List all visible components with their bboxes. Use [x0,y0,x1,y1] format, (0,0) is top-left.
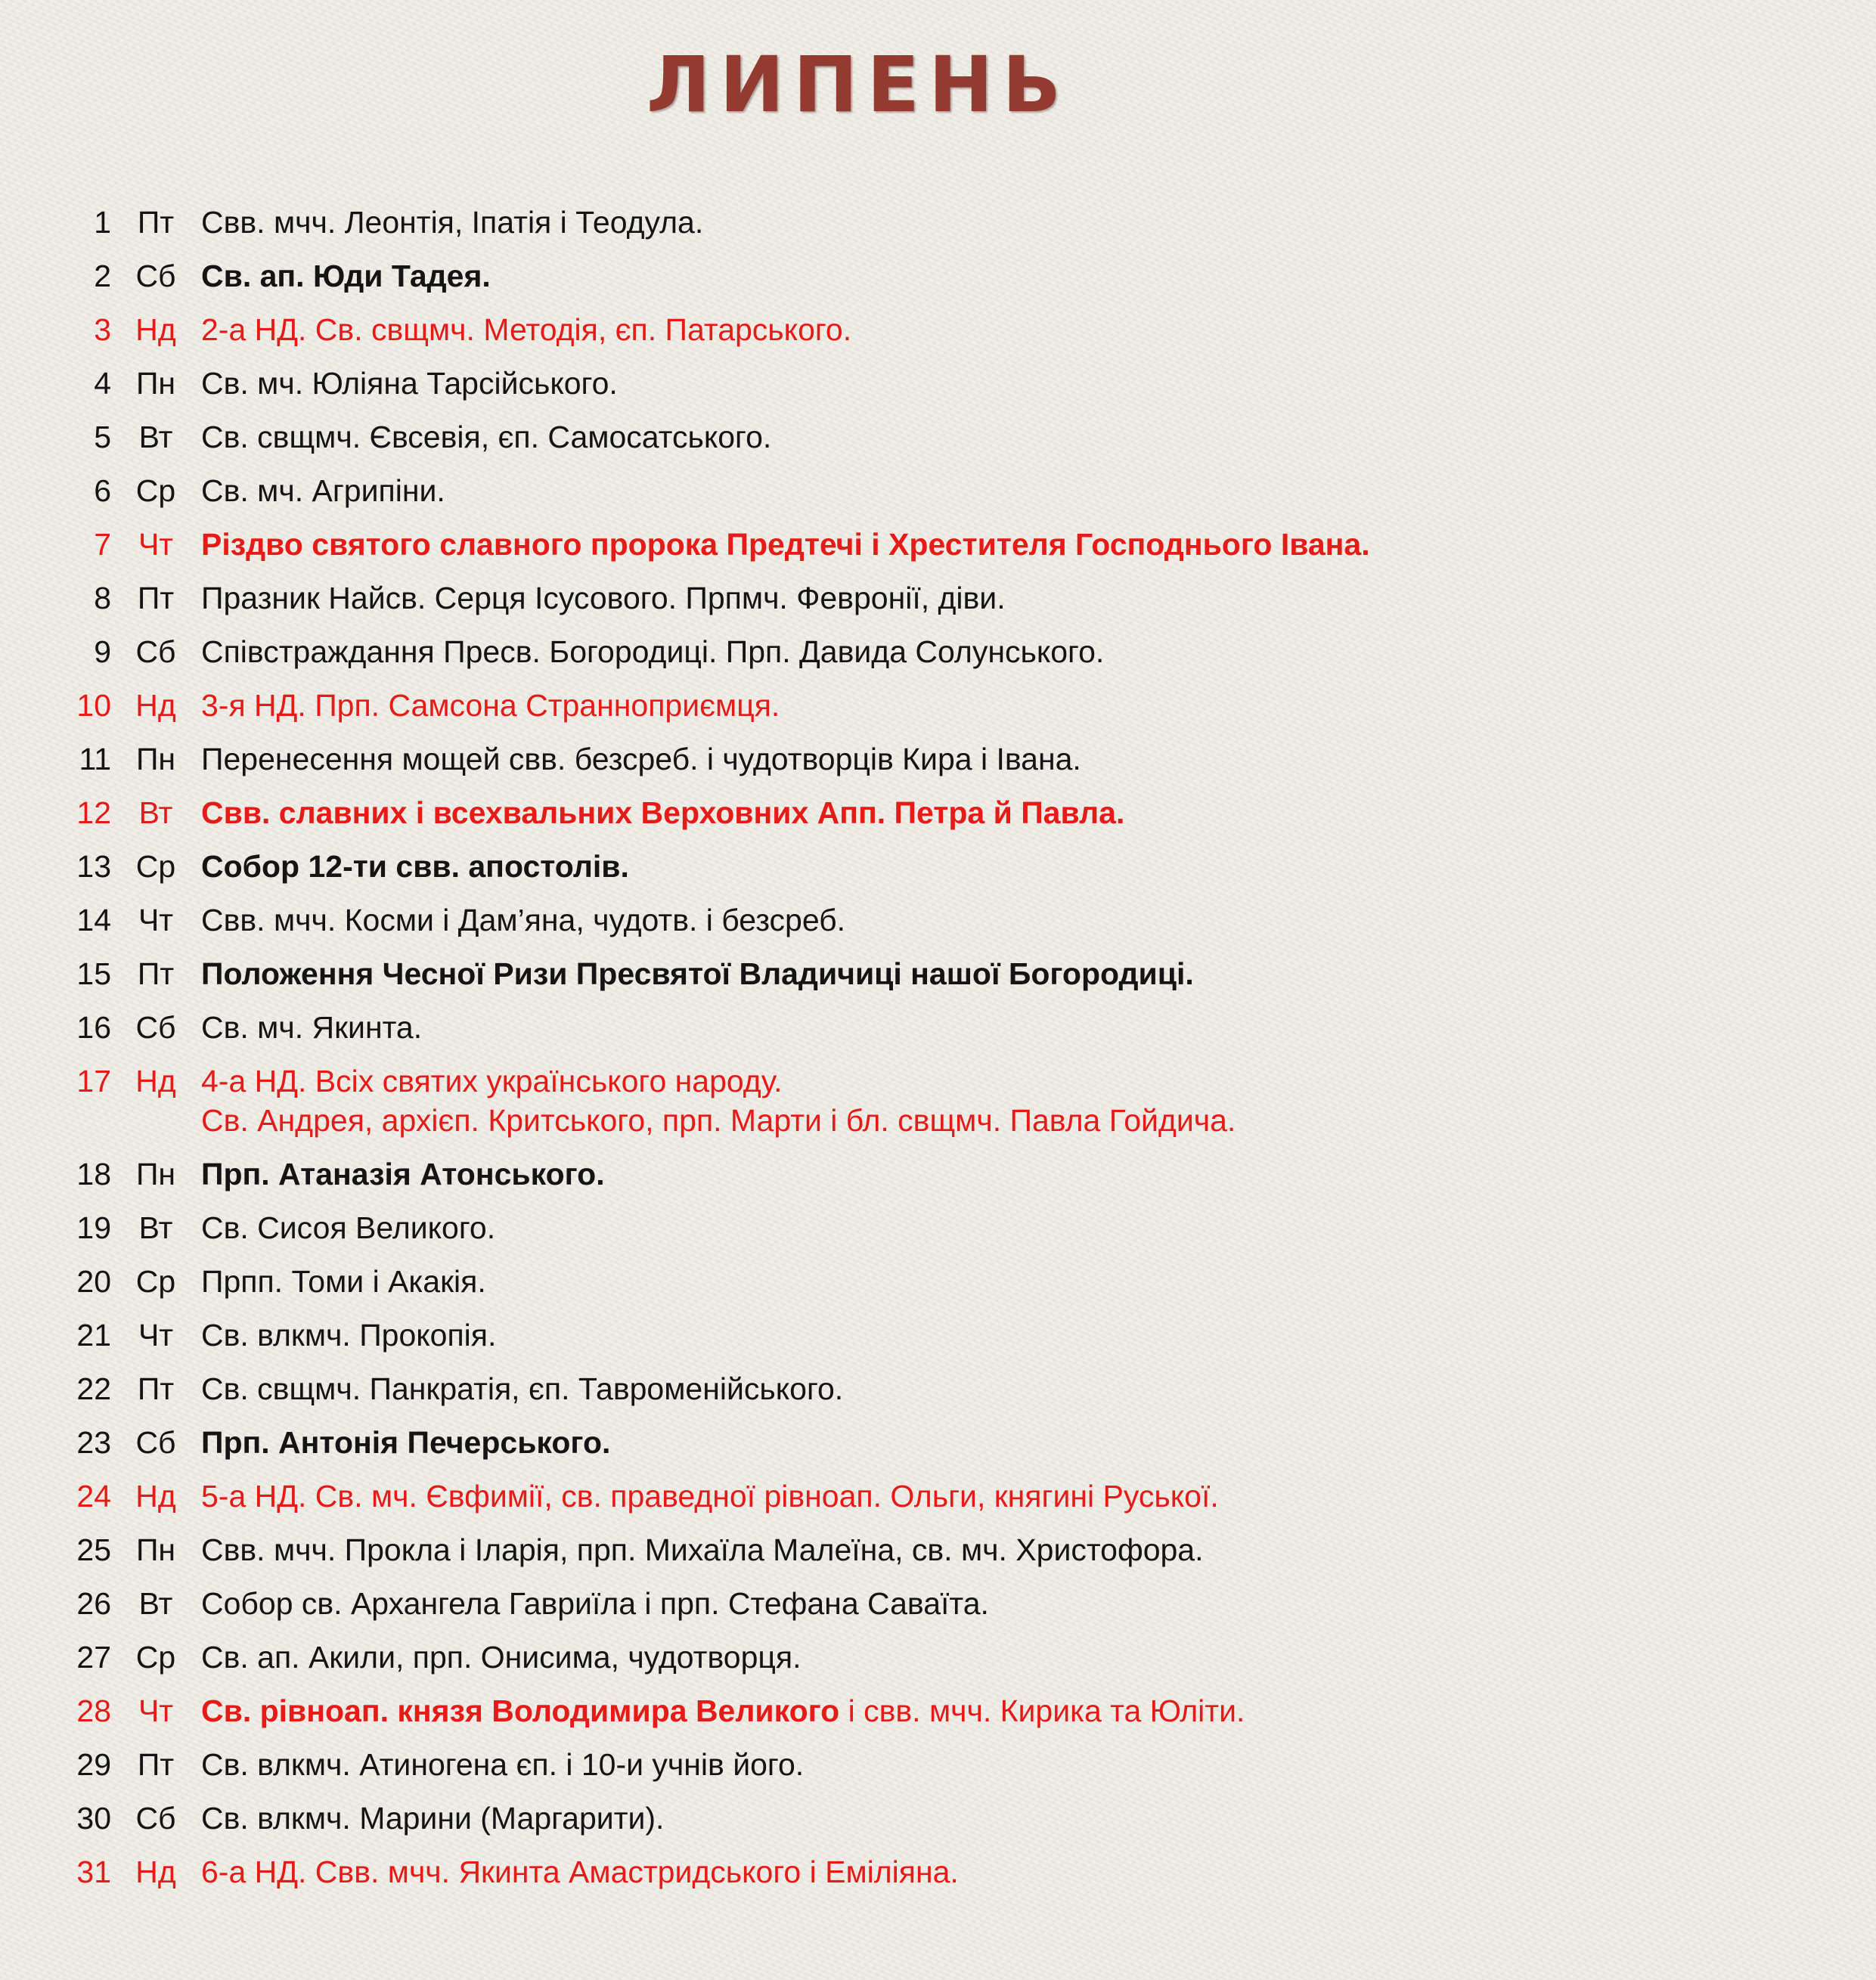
feast-text: Св. ап. Акили, прп. Онисима, чудотворця. [201,1640,802,1675]
calendar-row-2 [0,256,1876,310]
day-number: 15 [76,956,111,991]
calendar-row-3 [0,310,1876,364]
day-number: 13 [76,849,111,884]
day-number: 21 [76,1318,111,1353]
day-number: 10 [76,688,111,723]
feast-text: Св. влкмч. Атиногена єп. і 10-и учнів його. [201,1747,805,1782]
feast-text: Собор 12-ти свв. апостолів. [201,849,629,884]
feast-text: Собор св. Архангела Гавриїла і прп. Стефана Саваїта. [201,1586,989,1621]
feast-text-bold: Св. рівноап. князя Володимира Великого [201,1693,840,1728]
feast-text: Свв. славних і всехвальних Верховних Апп. Петра й Павла. [201,795,1125,830]
feast-text: Св. влкмч. Марини (Маргарити). [201,1801,665,1836]
feast-text: Прпп. Томи і Акакія. [201,1264,486,1299]
weekday: Сб [135,1425,176,1460]
feast-text: Св. влкмч. Прокопія. [201,1318,497,1353]
feast-text: Співстраждання Пресв. Богородиці. Прп. Давида Солунського. [201,634,1105,669]
calendar-row-20 [0,1262,1876,1315]
weekday: Сб [135,634,176,669]
day-number: 24 [76,1479,111,1514]
weekday: Чт [138,527,174,562]
feast-text: Перенесення мощей свв. безсреб. і чудотворців Кира і Івана. [201,742,1081,776]
calendar-row-8 [0,578,1876,632]
day-number: 12 [76,795,111,830]
month-title: ЛИПЕНЬ [646,40,1071,130]
day-number: 30 [76,1801,111,1836]
calendar-row-16 [0,1008,1876,1061]
weekday: Чт [138,1318,174,1353]
calendar-row-29 [0,1745,1876,1799]
calendar-row-17 [0,1061,1876,1154]
feast-text-line-2: Св. Андрея, архієп. Критського, прп. Марти і бл. свщмч. Павла Гойдича. [201,1103,1236,1138]
weekday: Ср [135,473,176,508]
day-number: 22 [76,1371,111,1406]
day-number: 11 [79,742,111,776]
calendar-list [0,203,1876,1906]
calendar-row-13 [0,847,1876,900]
calendar-row-1 [0,203,1876,256]
weekday: Ср [135,1640,176,1675]
day-number: 2 [94,259,111,293]
weekday: Пн [135,1532,176,1567]
calendar-row-21 [0,1315,1876,1369]
feast-text: Свв. мчч. Леонтія, Іпатія і Теодула. [201,205,704,240]
calendar-row-27 [0,1638,1876,1691]
weekday: Вт [138,795,173,830]
day-number: 27 [76,1640,111,1675]
weekday: Пн [135,742,176,776]
weekday: Вт [138,1210,173,1245]
day-number: 18 [76,1157,111,1191]
day-number: 25 [76,1532,111,1567]
day-number: 26 [76,1586,111,1621]
day-number: 23 [76,1425,111,1460]
calendar-row-9 [0,632,1876,686]
calendar-row-10 [0,686,1876,739]
weekday: Нд [135,312,176,347]
feast-text-tail: і свв. мчч. Кирика та Юліти. [839,1693,1245,1728]
calendar-row-7 [0,525,1876,578]
weekday: Сб [135,1010,176,1045]
feast-text: Прп. Антонія Печерського. [201,1425,611,1460]
day-number: 6 [94,473,111,508]
feast-text: 3-я НД. Прп. Самсона Странноприємця. [201,688,780,723]
day-number: 28 [76,1693,111,1728]
weekday: Сб [135,1801,176,1836]
weekday: Ср [135,849,176,884]
weekday: Нд [135,688,176,723]
calendar-row-11 [0,739,1876,793]
day-number: 20 [76,1264,111,1299]
day-number: 5 [94,420,111,454]
day-number: 8 [94,581,111,615]
calendar-row-22 [0,1369,1876,1423]
weekday: Нд [135,1064,176,1098]
feast-text [201,1691,1850,1731]
calendar-row-30 [0,1799,1876,1852]
calendar-row-15 [0,954,1876,1008]
day-number: 9 [94,634,111,669]
calendar-row-23 [0,1423,1876,1476]
calendar-row-4 [0,364,1876,417]
day-number: 14 [76,903,111,937]
calendar-row-12 [0,793,1876,847]
weekday: Ср [135,1264,176,1299]
day-number: 31 [76,1855,111,1889]
calendar-row-24 [0,1476,1876,1530]
feast-text [201,1061,1850,1140]
weekday: Пт [137,581,175,615]
calendar-row-28 [0,1691,1876,1745]
feast-text: Св. Сисоя Великого. [201,1210,496,1245]
day-number: 7 [94,527,111,562]
feast-text: Св. мч. Якинта. [201,1010,423,1045]
feast-text: Св. ап. Юди Тадея. [201,259,491,293]
day-number: 4 [94,366,111,401]
feast-text: Свв. мчч. Косми і Дам’яна, чудотв. і безсреб. [201,903,846,937]
feast-text: 5-а НД. Св. мч. Євфимії, св. праведної рівноап. Ольги, княгині Руської. [201,1479,1219,1514]
day-number: 19 [76,1210,111,1245]
feast-text: Положення Чесної Ризи Пресвятої Владичиці нашої Богородиці. [201,956,1194,991]
day-number: 1 [94,205,111,240]
weekday: Пт [137,956,175,991]
weekday: Нд [135,1855,176,1889]
day-number: 29 [76,1747,111,1782]
weekday: Вт [138,1586,173,1621]
calendar-row-26 [0,1584,1876,1638]
day-number: 17 [76,1064,111,1098]
feast-text: Св. мч. Юліяна Тарсійського. [201,366,618,401]
feast-text: 6-а НД. Свв. мчч. Якинта Амастридського і Еміліяна. [201,1855,959,1889]
weekday: Пн [135,366,176,401]
calendar-row-6 [0,471,1876,525]
feast-text: Празник Найсв. Серця Ісусового. Прпмч. Февронії, діви. [201,581,1006,615]
feast-text: 2-а НД. Св. свщмч. Методія, єп. Патарського. [201,312,852,347]
weekday: Чт [138,903,174,937]
feast-text: Св. свщмч. Євсевія, єп. Самосатського. [201,420,772,454]
feast-text: Св. свщмч. Панкратія, єп. Тавроменійського. [201,1371,844,1406]
calendar-row-25 [0,1530,1876,1584]
weekday: Пт [137,205,175,240]
feast-text: Різдво святого славного пророка Предтечі і Хрестителя Господнього Івана. [201,527,1370,562]
day-number: 3 [94,312,111,347]
calendar-row-5 [0,417,1876,471]
feast-text-line-1: 4-а НД. Всіх святих українського народу. [201,1064,783,1098]
weekday: Чт [138,1693,174,1728]
weekday: Вт [138,420,173,454]
calendar-row-18 [0,1154,1876,1208]
weekday: Сб [135,259,176,293]
weekday: Пт [137,1747,175,1782]
calendar-row-31 [0,1852,1876,1906]
calendar-row-19 [0,1208,1876,1262]
weekday: Пн [135,1157,176,1191]
feast-text: Свв. мчч. Прокла і Іларія, прп. Михаїла Малеїна, св. мч. Христофора. [201,1532,1204,1567]
feast-text: Св. мч. Агрипіни. [201,473,445,508]
feast-text: Прп. Атаназія Атонського. [201,1157,605,1191]
calendar-row-14 [0,900,1876,954]
weekday: Пт [137,1371,175,1406]
weekday: Нд [135,1479,176,1514]
day-number: 16 [76,1010,111,1045]
